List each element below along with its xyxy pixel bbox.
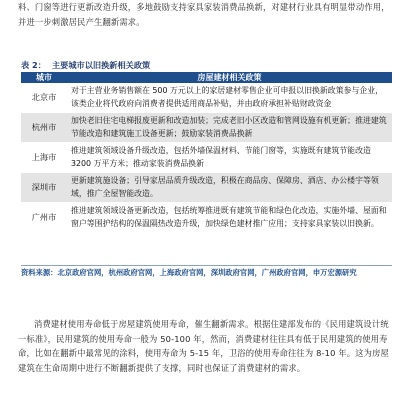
table-row <box>21 203 392 233</box>
table-row <box>21 143 392 173</box>
column-header-policy: 房屋建材相关政策 <box>67 72 392 83</box>
column-header-city: 城市 <box>21 72 67 83</box>
policy-table <box>21 72 392 233</box>
intro-paragraph: 料、门窗等进行更新改造升级，多地鼓励支持家具家装消费品换新，对建材行业具有明显带动作用，并进一步刺激居民产生翻新需求。 <box>18 2 390 27</box>
table-row <box>21 83 392 113</box>
body-paragraph: 消费建材使用寿命低于房屋建筑使用寿命，催生翻新需求。根据住建部发布的《民用建筑设计统一标准》，民用建筑的使用寿命一般为 50-100 年，然而，消费建材往往具有低于民用建筑的使用寿命，比如在翻新中最常见的涂料，使用寿命为 5-15 年，卫浴的使用寿命往往为 8-10 年。这为房屋建筑在生命周期中进行不断翻新提供了支撑，同时也保证了消费建材的需求。 <box>18 319 389 373</box>
table-header-row <box>21 72 392 83</box>
table-title: 主要城市以旧换新相关政策 <box>51 60 151 70</box>
policy-cell: 加快老旧住宅电梯报废更新和改造加装；完成老旧小区改造和管网设施有机更新；推进建筑节能改造和建筑施工设备更新；鼓励家装消费品换新 <box>67 113 392 143</box>
policy-cell: 更新建筑施设备；引导家居品质升级改造，积极在商品房、保障房、酒店、办公楼宇等领域，推广全屋智能改造。 <box>67 173 392 203</box>
city-cell: 上海市 <box>21 143 67 173</box>
table-row <box>21 113 392 143</box>
table-caption <box>21 60 150 71</box>
policy-cell: 推进建筑领域设备更新改造，包括统筹推进既有建筑节能和绿色化改造，实施外墙、屋面和窗户等围护结构的保温隔热改造升级，加快绿色建材推广应用；支持家具家装以旧换新。 <box>67 203 392 233</box>
source-note: 资料来源：北京政府官网，杭州政府官网，上海政府官网，深圳政府官网，广州政府官网，申万宏源研究 <box>21 268 357 277</box>
policy-cell: 推进建筑领域设备升级改造，包括外墙保温材料、节能门窗等，实施既有建筑节能改造 3200 万平方米；推动家装消费品换新 <box>67 143 392 173</box>
city-cell: 广州市 <box>21 203 67 233</box>
city-cell: 深圳市 <box>21 173 67 203</box>
city-cell: 杭州市 <box>21 113 67 143</box>
table-row <box>21 173 392 203</box>
policy-cell: 对于主营业务销售额在 500 万元以上的家居建材零售企业可申报以旧换新政策参与企业，该类企业将代政府向消费者提供适用商品补贴，并由政府承担补贴财政资金 <box>67 83 392 113</box>
table-number: 表 2： <box>21 60 46 70</box>
city-cell: 北京市 <box>21 83 67 113</box>
table-bottom-rule <box>21 265 392 266</box>
